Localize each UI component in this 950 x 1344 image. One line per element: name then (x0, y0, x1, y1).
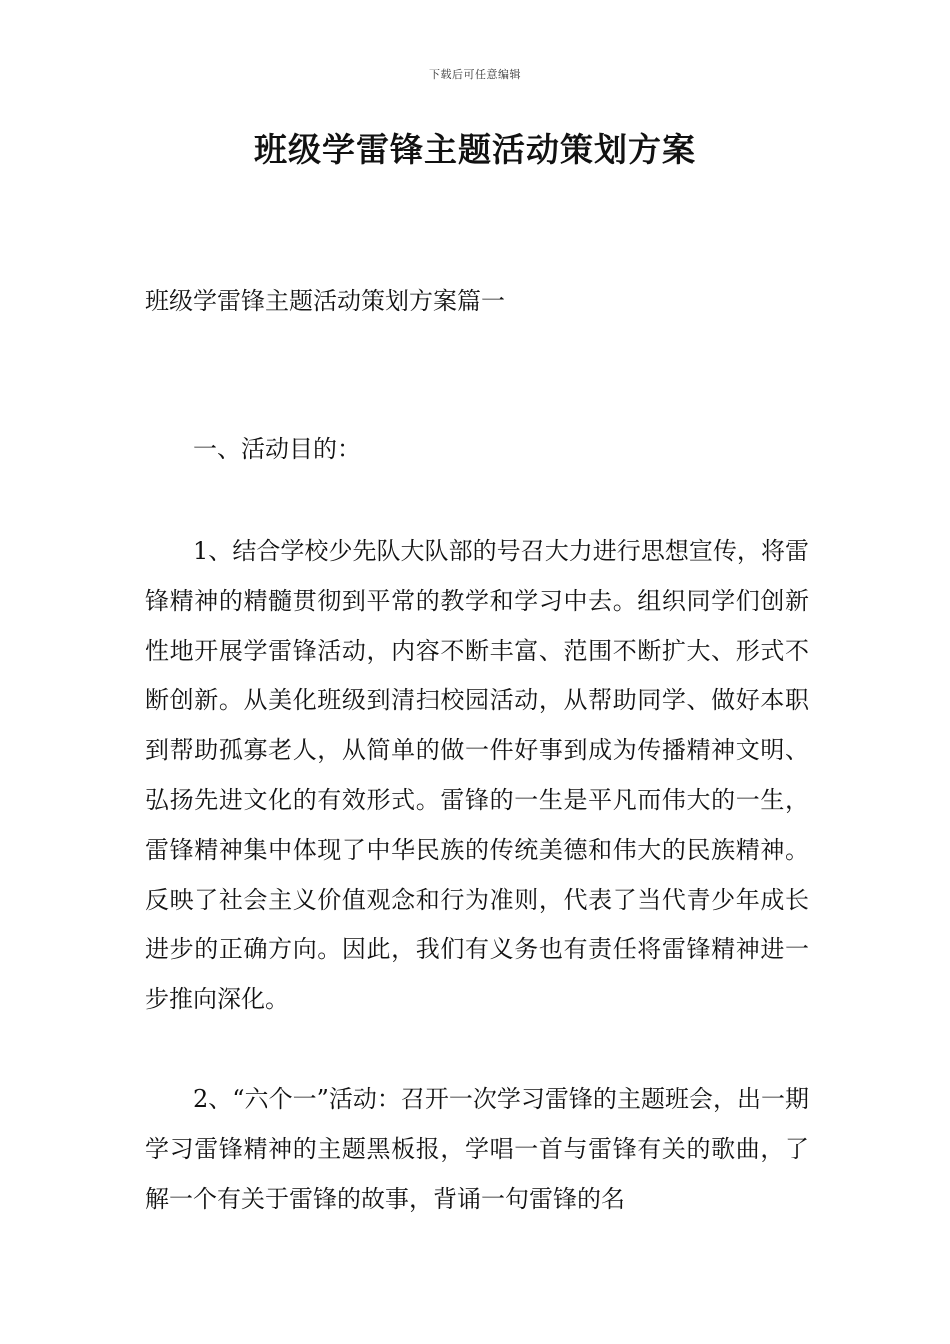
section-heading-purpose: 一、活动目的： (193, 435, 361, 463)
paragraph-2: 2、“六个一”活动：召开一次学习雷锋的主题班会，出一期学习雷锋精神的主题黑板报，学唱一首与雷锋有关的歌曲，了解一个有关于雷锋的故事，背诵一句雷锋的名 (145, 1085, 809, 1213)
paragraph-1: 1、结合学校少先队大队部的号召大力进行思想宣传，将雷锋精神的精髓贯彻到平常的教学和学习中去。组织同学们创新性地开展学雷锋活动，内容不断丰富、范围不断扩大、形式不断创新。从美化班级到清扫校园活动，从帮助同学、做好本职到帮助孤寡老人，从简单的做一件好事到成为传播精神文明、弘扬先进文化的有效形式。雷锋的一生是平凡而伟大的一生，雷锋精神集中体现了中华民族的传统美德和伟大的民族精神。反映了社会主义价值观念和行为准则，代表了当代青少年成长进步的正确方向。因此，我们有义务也有责任将雷锋精神进一步推向深化。 (145, 537, 809, 1014)
header-note: 下载后可任意编辑 (429, 68, 521, 81)
document-title: 班级学雷锋主题活动策划方案 (254, 130, 696, 169)
document-subtitle: 班级学雷锋主题活动策划方案篇一 (145, 287, 505, 315)
